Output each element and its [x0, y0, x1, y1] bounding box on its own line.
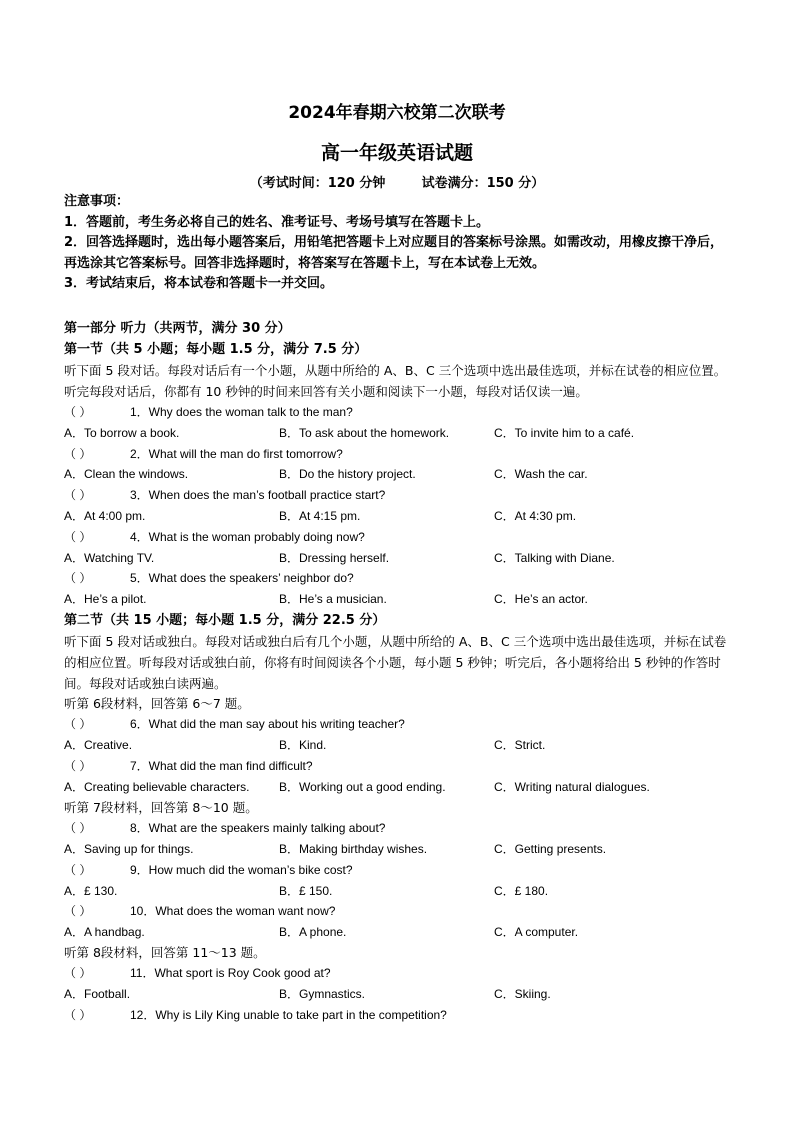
options-9 [64, 881, 732, 902]
question-text: 5．What does the speakers’ neighbor do? [130, 571, 354, 586]
material-8-heading: 听第 8段材料，回答第 11～13 题。 [64, 944, 266, 960]
option-b: B．At 4:15 pm. [279, 508, 361, 523]
question-text: 11．What sport is Roy Cook good at? [130, 966, 331, 981]
question-8 [64, 818, 732, 839]
answer-blank[interactable]: （ ） [64, 862, 92, 877]
question-text: 2．What will the man do first tomorrow? [130, 446, 343, 461]
options-2 [64, 464, 732, 485]
answer-blank[interactable]: （ ） [64, 446, 92, 461]
options-7 [64, 777, 732, 798]
question-10 [64, 901, 732, 922]
exam-time-score: （考试时间：120 分钟 试卷满分：150 分） [249, 176, 545, 191]
options-3 [64, 506, 732, 527]
question-1 [64, 402, 732, 423]
option-a: A．Saving up for things. [64, 841, 194, 856]
question-5 [64, 568, 732, 589]
option-c: C．£ 180. [494, 883, 549, 898]
option-c: C．Wash the car. [494, 467, 588, 482]
section1-instructions: 听下面 5 段对话。每段对话后有一个小题，从题中所给的 A、B、C 三个选项中选出最佳选项，并标在试卷的相应位置。听完每段对话后，你都有 10 秒钟的时间来回答有关小题和阅读下一小题，每段对话仅读一遍。 [64, 363, 727, 399]
options-1 [64, 423, 732, 444]
section2-heading: 第二节（共 15 小题；每小题 1.5 分，满分 22.5 分） [64, 612, 386, 628]
option-a: A．Clean the windows. [64, 467, 189, 482]
option-c: C．Talking with Diane. [494, 550, 615, 565]
question-12 [64, 1005, 732, 1026]
option-a: A．Watching TV. [64, 550, 155, 565]
options-5 [64, 589, 732, 610]
option-c: C．Skiing. [494, 987, 551, 1002]
option-c: C．Getting presents. [494, 841, 607, 856]
question-6 [64, 714, 732, 735]
options-10 [64, 922, 732, 943]
note-item: 1．答题前，考生务必将自己的姓名、准考证号、考场号填写在答题卡上。 [64, 214, 490, 230]
question-text: 1．Why does the woman talk to the man? [130, 405, 353, 419]
options-8 [64, 839, 732, 860]
options-11 [64, 984, 732, 1005]
part1-heading: 第一部分 听力（共两节，满分 30 分） [64, 321, 291, 336]
answer-blank[interactable]: （ ） [64, 821, 92, 836]
exam-subtitle: 高一年级英语试题 [320, 142, 473, 164]
option-c: C．At 4:30 pm. [494, 508, 577, 523]
option-a: A．To borrow a book. [64, 425, 180, 440]
option-b: B．To ask about the homework. [279, 425, 450, 440]
option-a: A．Creative. [64, 738, 133, 753]
question-text: 7．What did the man find difficult? [130, 759, 313, 774]
option-a: A．Creating believable characters. [64, 779, 250, 794]
option-c: C．To invite him to a café. [494, 425, 635, 440]
option-b: B．Kind. [279, 738, 327, 753]
option-b: B．Gymnastics. [279, 987, 366, 1002]
answer-blank[interactable]: （ ） [64, 571, 92, 586]
option-c: C．A computer. [494, 925, 579, 940]
option-c: C．He’s an actor. [494, 592, 588, 607]
question-text: 10．What does the woman want now? [130, 904, 336, 919]
question-text: 12．Why is Lily King unable to take part in the competition? [130, 1008, 447, 1023]
option-b: B．Do the history project. [279, 467, 416, 482]
answer-blank[interactable]: （ ） [64, 1008, 92, 1023]
question-2 [64, 444, 732, 465]
option-b: B．A phone. [279, 925, 347, 940]
exam-title: 2024年春期六校第二次联考 [288, 103, 506, 123]
answer-blank[interactable]: （ ） [64, 966, 92, 981]
material-6-heading: 听第 6段材料，回答第 6～7 题。 [64, 695, 250, 711]
answer-blank[interactable]: （ ） [64, 405, 92, 419]
option-a: A．£ 130. [64, 883, 118, 898]
option-a: A．A handbag. [64, 925, 145, 940]
options-6 [64, 735, 732, 756]
question-text: 9．How much did the woman’s bike cost? [130, 862, 353, 877]
section1-heading: 第一节（共 5 小题；每小题 1.5 分，满分 7.5 分） [64, 342, 368, 357]
material-7-heading: 听第 7段材料，回答第 8～10 题。 [64, 799, 258, 815]
section2-instructions: 听下面 5 段对话或独白。每段对话或独白后有几个小题，从题中所给的 A、B、C 三个选项中选出最佳选项，并标在试卷的相应位置。听每段对话或独白前，你将有时间阅读各个小题，每小题 5 秒钟；听完后，各小题将给出 5 秒钟的作答时间。每段对话或独白读两遍。 [64, 633, 727, 691]
options-4 [64, 548, 732, 569]
option-b: B．Working out a good ending. [279, 779, 446, 794]
question-text: 3．When does the man’s football practice start? [130, 488, 386, 503]
option-b: B．He’s a musician. [279, 592, 387, 607]
answer-blank[interactable]: （ ） [64, 488, 92, 503]
answer-blank[interactable]: （ ） [64, 529, 92, 544]
option-c: C．Strict. [494, 738, 546, 753]
question-7 [64, 756, 732, 777]
answer-blank[interactable]: （ ） [64, 759, 92, 774]
notes-heading: 注意事项： [64, 194, 130, 209]
option-c: C．Writing natural dialogues. [494, 779, 650, 794]
option-b: B．Making birthday wishes. [279, 841, 428, 856]
option-b: B．£ 150. [279, 883, 333, 898]
answer-blank[interactable]: （ ） [64, 904, 92, 919]
option-a: A．At 4:00 pm. [64, 508, 146, 523]
answer-blank[interactable]: （ ） [64, 717, 92, 732]
question-11 [64, 963, 732, 984]
question-text: 4．What is the woman probably doing now? [130, 529, 365, 544]
note-item: 2．回答选择题时，选出每小题答案后，用铅笔把答题卡上对应题目的答案标号涂黑。如需改动，用橡皮擦干净后，再选涂其它答案标号。回答非选择题时，将答案写在答题卡上，写在本试卷上无效。 [64, 235, 724, 271]
question-text: 6．What did the man say about his writing teacher? [130, 717, 405, 732]
listening-part [64, 318, 732, 1026]
note-item: 3．考试结束后，将本试卷和答题卡一并交回。 [64, 276, 334, 291]
question-4 [64, 527, 732, 548]
option-a: A．He’s a pilot. [64, 592, 147, 607]
option-b: B．Dressing herself. [279, 550, 390, 565]
notes-block [64, 192, 732, 295]
question-3 [64, 485, 732, 506]
question-text: 8．What are the speakers mainly talking about? [130, 821, 386, 836]
question-9 [64, 860, 732, 881]
option-a: A．Football. [64, 987, 131, 1002]
